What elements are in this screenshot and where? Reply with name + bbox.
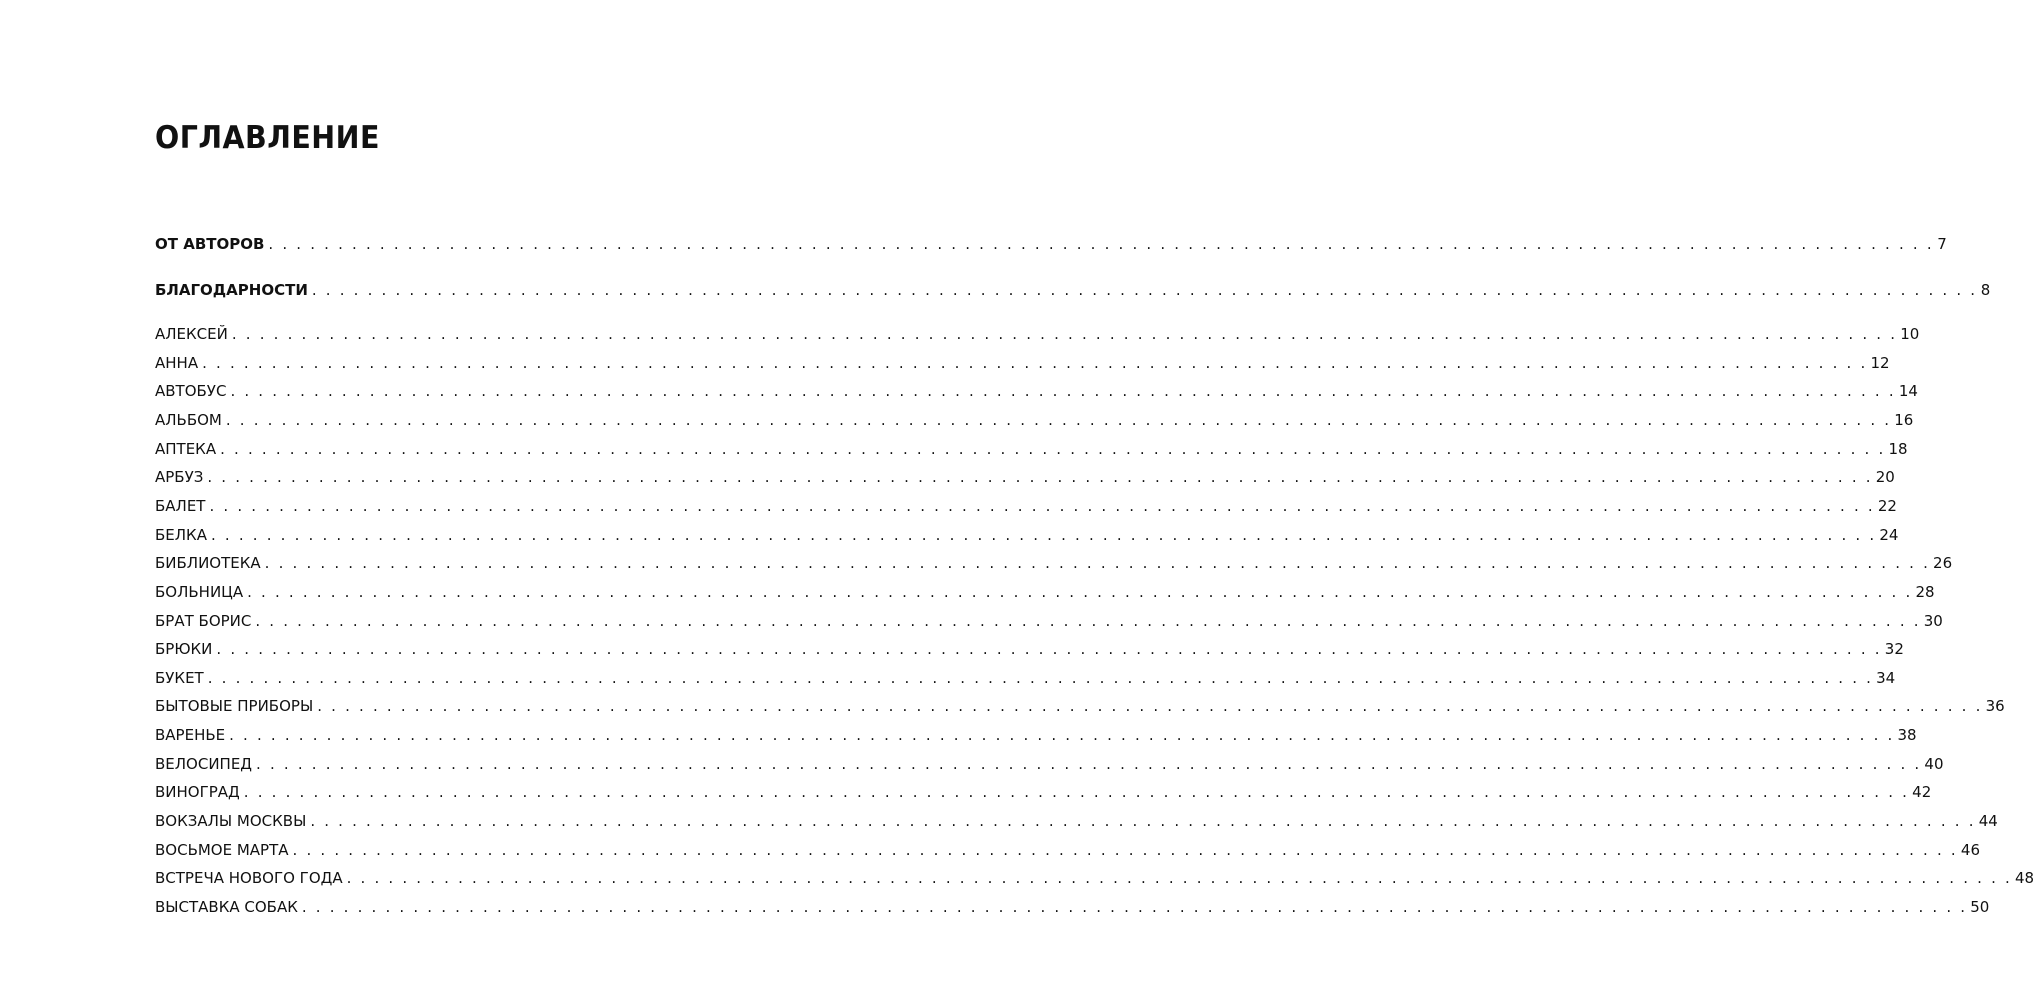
toc-entry-title: ОТ АВТОРОВ: [155, 235, 265, 253]
toc-page-number: 48: [2014, 869, 2034, 887]
toc-front-matter-item[interactable]: [155, 278, 1991, 302]
toc-entry-title: БЫТОВЫЕ ПРИБОРЫ: [155, 697, 314, 715]
dot-leader: . . . . . . . . . . . . . . . . . . . . . . . . . . . . . . . . . . . . . . . . . . . . . . . . . . . . . . . . . . . . . . . . . . . . . . . . . . . . . . . . . . . . . . . . . . . . . . . . . . . . . . . . . . . . . . . . . . . . . . . .: [216, 640, 1882, 658]
toc-entry-title: ВЕЛОСИПЕД: [155, 755, 253, 773]
toc-page-number: 34: [1876, 669, 1896, 687]
dot-leader: . . . . . . . . . . . . . . . . . . . . . . . . . . . . . . . . . . . . . . . . . . . . . . . . . . . . . . . . . . . . . . . . . . . . . . . . . . . . . . . . . . . . . . . . . . . . . . . . . . . . . . . . . . . . . . . . . . . . . . . .: [225, 411, 1892, 429]
toc-page-number: 32: [1884, 640, 1904, 658]
dot-leader: . . . . . . . . . . . . . . . . . . . . . . . . . . . . . . . . . . . . . . . . . . . . . . . . . . . . . . . . . . . . . . . . . . . . . . . . . . . . . . . . . . . . . . . . . . . . . . . . . . . . . . . . . . . . . . . . . . . . . . . .: [255, 612, 1921, 630]
dot-leader: . . . . . . . . . . . . . . . . . . . . . . . . . . . . . . . . . . . . . . . . . . . . . . . . . . . . . . . . . . . . . . . . . . . . . . . . . . . . . . . . . . . . . . . . . . . . . . . . . . . . . . . . . . . . . . . . . . . . . . . .: [317, 697, 1983, 715]
toc-entry-title: ВОСЬМОЕ МАРТА: [155, 841, 289, 859]
dot-leader: . . . . . . . . . . . . . . . . . . . . . . . . . . . . . . . . . . . . . . . . . . . . . . . . . . . . . . . . . . . . . . . . . . . . . . . . . . . . . . . . . . . . . . . . . . . . . . . . . . . . . . . . . . . . . . . . . . . . . . . .: [311, 281, 1978, 299]
dot-leader: . . . . . . . . . . . . . . . . . . . . . . . . . . . . . . . . . . . . . . . . . . . . . . . . . . . . . . . . . . . . . . . . . . . . . . . . . . . . . . . . . . . . . . . . . . . . . . . . . . . . . . . . . . . . . . . . . . . . . . . .: [209, 497, 1875, 515]
dot-leader: . . . . . . . . . . . . . . . . . . . . . . . . . . . . . . . . . . . . . . . . . . . . . . . . . . . . . . . . . . . . . . . . . . . . . . . . . . . . . . . . . . . . . . . . . . . . . . . . . . . . . . . . . . . . . . . . . . . . . . . .: [207, 468, 1873, 486]
toc-page-number: 10: [1900, 325, 1920, 343]
toc-entry[interactable]: [155, 551, 1953, 575]
dot-leader: . . . . . . . . . . . . . . . . . . . . . . . . . . . . . . . . . . . . . . . . . . . . . . . . . . . . . . . . . . . . . . . . . . . . . . . . . . . . . . . . . . . . . . . . . . . . . . . . . . . . . . . . . . . . . . . . . . . . . . . .: [210, 526, 1877, 544]
toc-entry[interactable]: [155, 666, 1896, 690]
toc-entry-title: АВТОБУС: [155, 382, 227, 400]
toc-entry-title: БОЛЬНИЦА: [155, 583, 244, 601]
toc-entry[interactable]: [155, 523, 1899, 547]
toc-front-matter-item[interactable]: [155, 232, 1947, 256]
toc-entry-title: ВЫСТАВКА СОБАК: [155, 898, 298, 916]
dot-leader: . . . . . . . . . . . . . . . . . . . . . . . . . . . . . . . . . . . . . . . . . . . . . . . . . . . . . . . . . . . . . . . . . . . . . . . . . . . . . . . . . . . . . . . . . . . . . . . . . . . . . . . . . . . . . . . . . . . . . . . .: [292, 841, 1958, 859]
toc-entry[interactable]: [155, 780, 1932, 804]
toc-page-number: 18: [1888, 440, 1908, 458]
toc-entry-title: БАЛЕТ: [155, 497, 206, 515]
toc-page-number: 22: [1877, 497, 1897, 515]
toc-entry[interactable]: [155, 866, 2034, 890]
toc-page-number: 26: [1933, 554, 1953, 572]
toc-page-number: 16: [1894, 411, 1914, 429]
toc-entry[interactable]: [155, 465, 1895, 489]
dot-leader: . . . . . . . . . . . . . . . . . . . . . . . . . . . . . . . . . . . . . . . . . . . . . . . . . . . . . . . . . . . . . . . . . . . . . . . . . . . . . . . . . . . . . . . . . . . . . . . . . . . . . . . . . . . . . . . . . . . . . . . .: [202, 354, 1868, 372]
toc-entry[interactable]: [155, 494, 1897, 518]
dot-leader: . . . . . . . . . . . . . . . . . . . . . . . . . . . . . . . . . . . . . . . . . . . . . . . . . . . . . . . . . . . . . . . . . . . . . . . . . . . . . . . . . . . . . . . . . . . . . . . . . . . . . . . . . . . . . . . . . . . . . . . .: [220, 440, 1886, 458]
dot-leader: . . . . . . . . . . . . . . . . . . . . . . . . . . . . . . . . . . . . . . . . . . . . . . . . . . . . . . . . . . . . . . . . . . . . . . . . . . . . . . . . . . . . . . . . . . . . . . . . . . . . . . . . . . . . . . . . . . . . . . . .: [346, 869, 2012, 887]
dot-leader: . . . . . . . . . . . . . . . . . . . . . . . . . . . . . . . . . . . . . . . . . . . . . . . . . . . . . . . . . . . . . . . . . . . . . . . . . . . . . . . . . . . . . . . . . . . . . . . . . . . . . . . . . . . . . . . . . . . . . . . .: [243, 783, 1910, 801]
toc-entry-title: БУКЕТ: [155, 669, 204, 687]
dot-leader: . . . . . . . . . . . . . . . . . . . . . . . . . . . . . . . . . . . . . . . . . . . . . . . . . . . . . . . . . . . . . . . . . . . . . . . . . . . . . . . . . . . . . . . . . . . . . . . . . . . . . . . . . . . . . . . . . . . . . . . .: [268, 235, 1934, 253]
toc-entry-title: АЛЬБОМ: [155, 411, 222, 429]
toc-page-number: 30: [1923, 612, 1943, 630]
toc-entry[interactable]: [155, 694, 2005, 718]
toc-page-number: 12: [1870, 354, 1890, 372]
toc-entry[interactable]: [155, 895, 1990, 919]
toc-entry[interactable]: [155, 379, 1918, 403]
toc-entry-title: АПТЕКА: [155, 440, 217, 458]
toc-entry-title: ВОКЗАЛЫ МОСКВЫ: [155, 812, 307, 830]
toc-entry-title: АННА: [155, 354, 199, 372]
dot-leader: . . . . . . . . . . . . . . . . . . . . . . . . . . . . . . . . . . . . . . . . . . . . . . . . . . . . . . . . . . . . . . . . . . . . . . . . . . . . . . . . . . . . . . . . . . . . . . . . . . . . . . . . . . . . . . . . . . . . . . . .: [310, 812, 1976, 830]
toc-entry[interactable]: [155, 723, 1917, 747]
toc-page-number: 44: [1978, 812, 1998, 830]
page-title: ОГЛАВЛЕНИЕ: [155, 120, 380, 156]
toc-entry-title: БЛАГОДАРНОСТИ: [155, 281, 308, 299]
dot-leader: . . . . . . . . . . . . . . . . . . . . . . . . . . . . . . . . . . . . . . . . . . . . . . . . . . . . . . . . . . . . . . . . . . . . . . . . . . . . . . . . . . . . . . . . . . . . . . . . . . . . . . . . . . . . . . . . . . . . . . . .: [231, 325, 1898, 343]
toc-entry-title: БРАТ БОРИС: [155, 612, 252, 630]
toc-entry[interactable]: [155, 609, 1943, 633]
toc-entry-title: ВСТРЕЧА НОВОГО ГОДА: [155, 869, 343, 887]
dot-leader: . . . . . . . . . . . . . . . . . . . . . . . . . . . . . . . . . . . . . . . . . . . . . . . . . . . . . . . . . . . . . . . . . . . . . . . . . . . . . . . . . . . . . . . . . . . . . . . . . . . . . . . . . . . . . . . . . . . . . . . .: [207, 669, 1874, 687]
dot-leader: . . . . . . . . . . . . . . . . . . . . . . . . . . . . . . . . . . . . . . . . . . . . . . . . . . . . . . . . . . . . . . . . . . . . . . . . . . . . . . . . . . . . . . . . . . . . . . . . . . . . . . . . . . . . . . . . . . . . . . . .: [247, 583, 1913, 601]
toc-page-number: 8: [1980, 281, 1991, 299]
toc-page-number: 24: [1879, 526, 1899, 544]
toc-entry-title: АЛЕКСЕЙ: [155, 325, 228, 343]
toc-page-number: 7: [1937, 235, 1947, 253]
dot-leader: . . . . . . . . . . . . . . . . . . . . . . . . . . . . . . . . . . . . . . . . . . . . . . . . . . . . . . . . . . . . . . . . . . . . . . . . . . . . . . . . . . . . . . . . . . . . . . . . . . . . . . . . . . . . . . . . . . . . . . . .: [230, 382, 1896, 400]
toc-entry-title: АРБУЗ: [155, 468, 204, 486]
toc-page-number: 38: [1897, 726, 1917, 744]
dot-leader: . . . . . . . . . . . . . . . . . . . . . . . . . . . . . . . . . . . . . . . . . . . . . . . . . . . . . . . . . . . . . . . . . . . . . . . . . . . . . . . . . . . . . . . . . . . . . . . . . . . . . . . . . . . . . . . . . . . . . . . .: [264, 554, 1931, 572]
toc-entry-title: ВАРЕНЬЕ: [155, 726, 226, 744]
toc-page-number: 14: [1898, 382, 1918, 400]
toc-entry[interactable]: [155, 408, 1914, 432]
toc-entry[interactable]: [155, 752, 1944, 776]
toc-entry-title: ВИНОГРАД: [155, 783, 240, 801]
toc-page-number: 50: [1970, 898, 1990, 916]
toc-page-number: 20: [1875, 468, 1895, 486]
toc-entry[interactable]: [155, 580, 1935, 604]
toc-entry[interactable]: [155, 838, 1980, 862]
toc-entry-title: БИБЛИОТЕКА: [155, 554, 261, 572]
toc-entry[interactable]: [155, 809, 1998, 833]
toc-entry[interactable]: [155, 637, 1904, 661]
toc-entry[interactable]: [155, 437, 1908, 461]
toc-page-number: 46: [1960, 841, 1980, 859]
dot-leader: . . . . . . . . . . . . . . . . . . . . . . . . . . . . . . . . . . . . . . . . . . . . . . . . . . . . . . . . . . . . . . . . . . . . . . . . . . . . . . . . . . . . . . . . . . . . . . . . . . . . . . . . . . . . . . . . . . . . . . . .: [229, 726, 1895, 744]
toc-page-number: 40: [1924, 755, 1944, 773]
dot-leader: . . . . . . . . . . . . . . . . . . . . . . . . . . . . . . . . . . . . . . . . . . . . . . . . . . . . . . . . . . . . . . . . . . . . . . . . . . . . . . . . . . . . . . . . . . . . . . . . . . . . . . . . . . . . . . . . . . . . . . . .: [301, 898, 1968, 916]
dot-leader: . . . . . . . . . . . . . . . . . . . . . . . . . . . . . . . . . . . . . . . . . . . . . . . . . . . . . . . . . . . . . . . . . . . . . . . . . . . . . . . . . . . . . . . . . . . . . . . . . . . . . . . . . . . . . . . . . . . . . . . .: [256, 755, 1922, 773]
toc-entry-title: БРЮКИ: [155, 640, 213, 658]
toc-page-number: 28: [1915, 583, 1935, 601]
toc-page-number: 36: [1985, 697, 2005, 715]
toc-page-number: 42: [1912, 783, 1932, 801]
toc-entry-title: БЕЛКА: [155, 526, 207, 544]
toc-entry[interactable]: [155, 322, 1920, 346]
toc-entry[interactable]: [155, 351, 1890, 375]
